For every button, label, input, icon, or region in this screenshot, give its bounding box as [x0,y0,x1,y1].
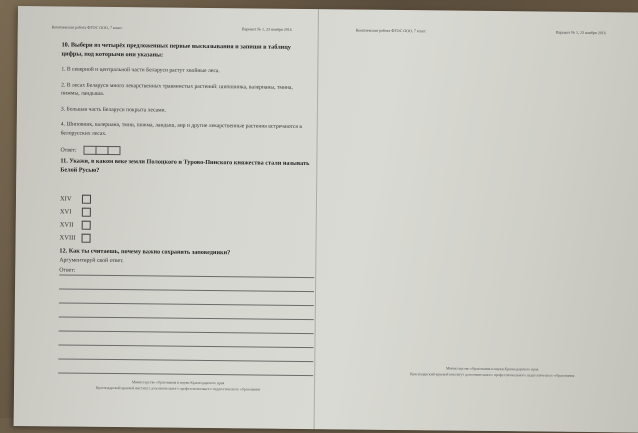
option-checkbox[interactable] [82,221,91,230]
left-page [28,6,312,429]
footer-ministry: Министерство образования и науки Краснодарского края [445,366,539,372]
option-label: XIV [59,195,72,203]
statement-1: 1. В северной и центральной части Беларуси растут хвойные леса. [61,66,220,75]
statement-2: 2. В лесах Беларуси много лекарственных травянистых растений: шиповника, валерианы, тмина, пижмы, ландыша. [61,81,293,97]
option-label: XVI [59,208,72,216]
question-10-title: 10. Выбери из четырёх предложенных первые высказывания и запиши в таблицу цифры, под которыми они указаны: [61,41,291,59]
answer-line[interactable] [58,359,313,376]
question-11-title: 11. Укажи, в каком веке земли Полоцкого и Турово-Пинского княжества стали называть Белой Русью? [60,157,310,174]
answer-cell-3[interactable] [108,146,121,155]
page-fold [314,9,319,429]
option-label: XVII [59,221,74,229]
question-10-answer [60,145,310,157]
option-row [60,233,310,245]
question-12-instruction: Аргументируй свой ответ. [59,257,124,265]
option-label: XVIII [59,234,76,242]
option-row [60,194,310,206]
question-10 [60,40,311,157]
left-header-title: Комплексная работа ФГОС ООО, 7 класс [51,24,123,31]
exam-sheet [14,6,638,433]
option-row [60,207,310,219]
left-footer [48,378,308,393]
footer-ministry: Министерство образования и науки Краснодарского края [131,380,225,386]
option-checkbox[interactable] [82,234,91,243]
statement-3: 3. Большая часть Беларуси покрыта лесами. [60,105,166,114]
right-page [332,9,626,432]
option-row [60,220,310,232]
question-12 [58,246,314,376]
question-12-title: 12. Как ты считаешь, почему важно сохранять заповедники? [59,247,231,257]
right-footer [362,365,622,380]
option-checkbox[interactable] [82,195,91,204]
footer-institute: Краснодарский краевой институт дополнительного профессионального педагогического образования [95,385,261,392]
answer-label: Ответ: [60,146,77,154]
right-header-variant: Вариант № 1, 23 ноября 2016 [555,29,606,36]
option-checkbox[interactable] [82,208,91,217]
footer-institute: Краснодарский краевой институт дополнительного профессионального педагогического образования [409,372,575,378]
left-header-variant: Вариант № 1, 23 ноября 2016 [241,26,292,32]
answer-label: Ответ: [59,267,76,274]
question-11 [59,156,310,249]
right-header-title: Комплексная работа ФГОС ООО, 7 класс [355,27,427,34]
question-11-options [60,194,310,245]
statement-4: 4. Шиповник, валериана, тмин, пижма, ландыш, аир и другие лекарственные растения встречаются в белорусских лесах. [60,121,303,137]
